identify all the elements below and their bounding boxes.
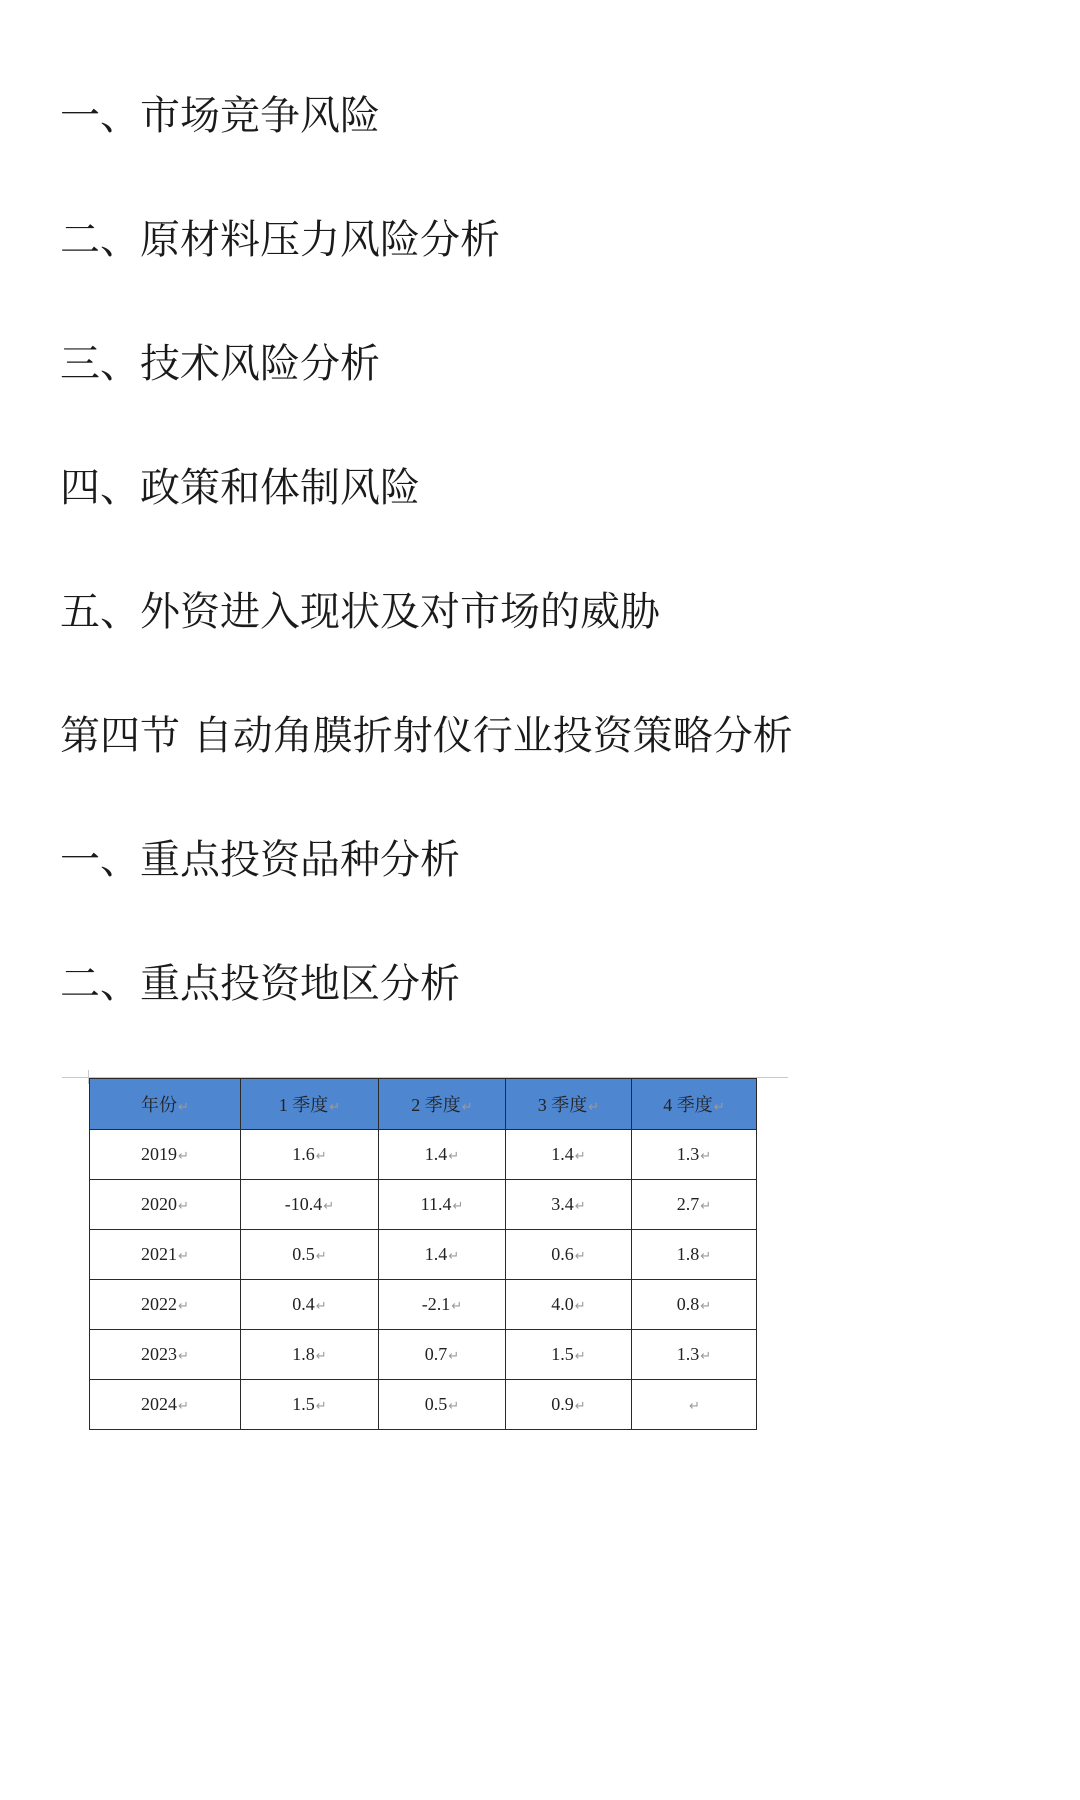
heading-section-four-investment-strategy: 第四节 自动角膜折射仪行业投资策略分析 (60, 713, 793, 759)
table-cell: ↵ (632, 1380, 757, 1430)
heading-key-investment-regions: 二、重点投资地区分析 (60, 961, 460, 1007)
table-row (90, 1130, 757, 1180)
table-cell: 1.4↵ (506, 1130, 632, 1180)
table-cell: -2.1↵ (379, 1280, 506, 1330)
quarterly-data-table-container (62, 1066, 788, 1446)
table-row (90, 1230, 757, 1280)
table-cell-year: 2020↵ (90, 1180, 241, 1230)
column-header-q2: 2 季度↵ (379, 1079, 506, 1130)
table-cell: 11.4↵ (379, 1180, 506, 1230)
table-cell-year: 2022↵ (90, 1280, 241, 1330)
table-cell: 0.5↵ (241, 1230, 379, 1280)
table-cell: 4.0↵ (506, 1280, 632, 1330)
table-cell: 1.5↵ (506, 1330, 632, 1380)
table-cell: 1.6↵ (241, 1130, 379, 1180)
table-cell: 0.9↵ (506, 1380, 632, 1430)
table-header-row (90, 1079, 757, 1130)
column-header-year: 年份↵ (90, 1079, 241, 1130)
table-cell-year: 2023↵ (90, 1330, 241, 1380)
table-cell: 0.4↵ (241, 1280, 379, 1330)
quarterly-data-table (89, 1078, 757, 1430)
table-cell: 1.4↵ (379, 1130, 506, 1180)
heading-raw-material-risk: 二、原材料压力风险分析 (60, 217, 500, 263)
column-header-q1: 1 季度↵ (241, 1079, 379, 1130)
table-cell-year: 2019↵ (90, 1130, 241, 1180)
heading-key-investment-products: 一、重点投资品种分析 (60, 837, 460, 883)
table-cell-year: 2021↵ (90, 1230, 241, 1280)
table-cell: 2.7↵ (632, 1180, 757, 1230)
heading-policy-risk: 四、政策和体制风险 (60, 465, 420, 511)
table-cell: 1.3↵ (632, 1130, 757, 1180)
table-row (90, 1180, 757, 1230)
table-row (90, 1380, 757, 1430)
table-cell: -10.4↵ (241, 1180, 379, 1230)
table-cell: 1.5↵ (241, 1380, 379, 1430)
heading-technology-risk: 三、技术风险分析 (60, 341, 380, 387)
table-cell: 3.4↵ (506, 1180, 632, 1230)
table-cell: 1.8↵ (632, 1230, 757, 1280)
table-row (90, 1330, 757, 1380)
column-header-q3: 3 季度↵ (506, 1079, 632, 1130)
column-header-q4: 4 季度↵ (632, 1079, 757, 1130)
table-cell: 1.4↵ (379, 1230, 506, 1280)
heading-foreign-capital-threat: 五、外资进入现状及对市场的威胁 (60, 589, 660, 635)
table-cell: 1.8↵ (241, 1330, 379, 1380)
table-cell: 1.3↵ (632, 1330, 757, 1380)
table-row (90, 1280, 757, 1330)
table-cell: 0.5↵ (379, 1380, 506, 1430)
heading-market-competition-risk: 一、市场竞争风险 (60, 93, 380, 139)
table-cell: 0.8↵ (632, 1280, 757, 1330)
table-cell: 0.6↵ (506, 1230, 632, 1280)
table-cell: 0.7↵ (379, 1330, 506, 1380)
table-cell-year: 2024↵ (90, 1380, 241, 1430)
